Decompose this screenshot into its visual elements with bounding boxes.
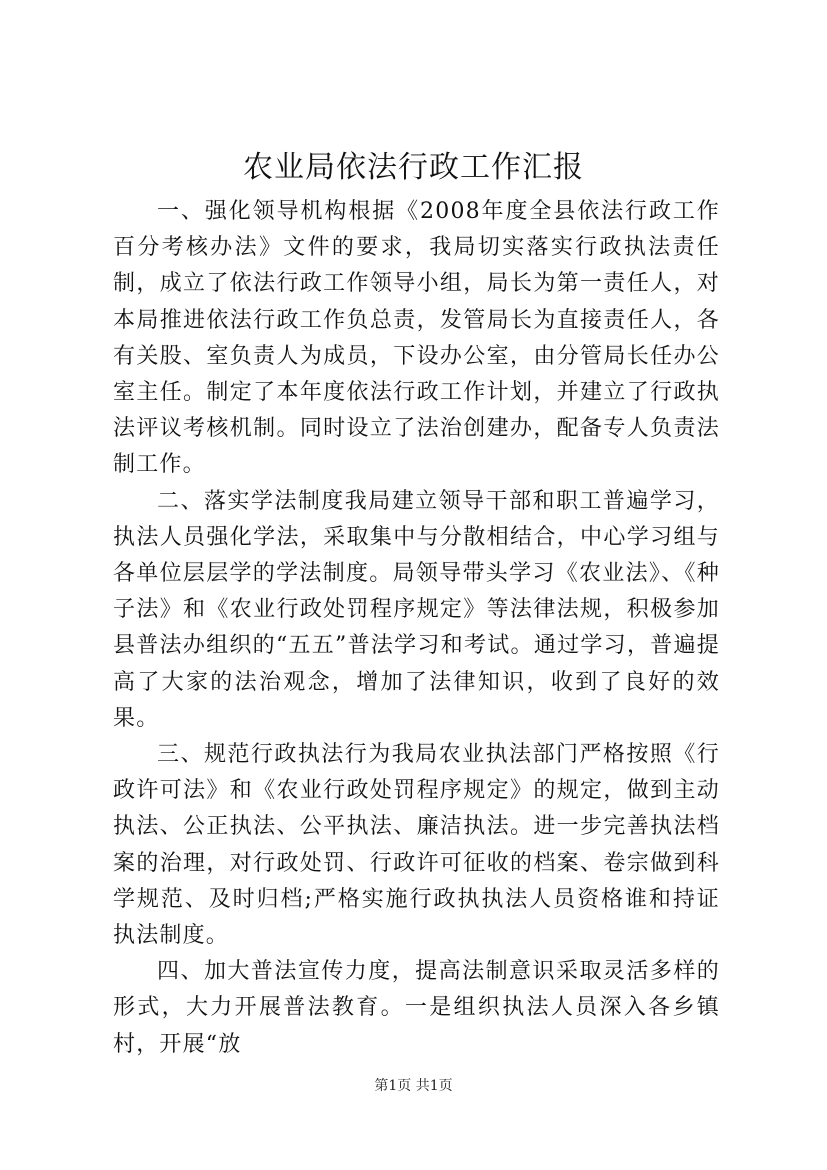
paragraph-2: 二、落实学法制度我局建立领导干部和职工普遍学习，执法人员强化学法，采取集中与分散相结合，中心学习组与各单位层层学的学法制度。局领导带头学习《农业法》、《种子法》和《农业行政处罚程序规定》等法律法规，积极参加县普法办组织的“五五”普法学习和考试。通过学习，普遍提高了大家的法治观念，增加了法律知识，收到了良好的效果。	[113, 488, 720, 731]
paragraph-4: 四、加大普法宣传力度，提高法制意识采取灵活多样的形式，大力开展普法教育。一是组织执法人员深入各乡镇村，开展“放	[113, 959, 720, 1057]
document-body	[113, 194, 720, 1063]
paragraph-3: 三、规范行政执法行为我局农业执法部门严格按照《行政许可法》和《农业行政处罚程序规定》的规定，做到主动执法、公正执法、公平执法、廉洁执法。进一步完善执法档案的治理，对行政处罚、行政许可征收的档案、卷宗做到科学规范、及时归档;严格实施行政执执法人员资格谁和持证执法制度。	[113, 742, 720, 949]
page-footer: 第1页 共1页	[374, 1078, 453, 1094]
document-title: 农业局依法行政工作汇报	[243, 150, 584, 185]
paragraph-1: 一、强化领导机构根据《2008年度全县依法行政工作百分考核办法》文件的要求，我局切实落实行政执法责任制，成立了依法行政工作领导小组，局长为第一责任人，对本局推进依法行政工作负总责，发管局长为直接责任人，各有关股、室负责人为成员，下设办公室，由分管局长任办公室主任。制定了本年度依法行政工作计划，并建立了行政执法评议考核机制。同时设立了法治创建办，配备专人负责法制工作。	[113, 199, 720, 478]
